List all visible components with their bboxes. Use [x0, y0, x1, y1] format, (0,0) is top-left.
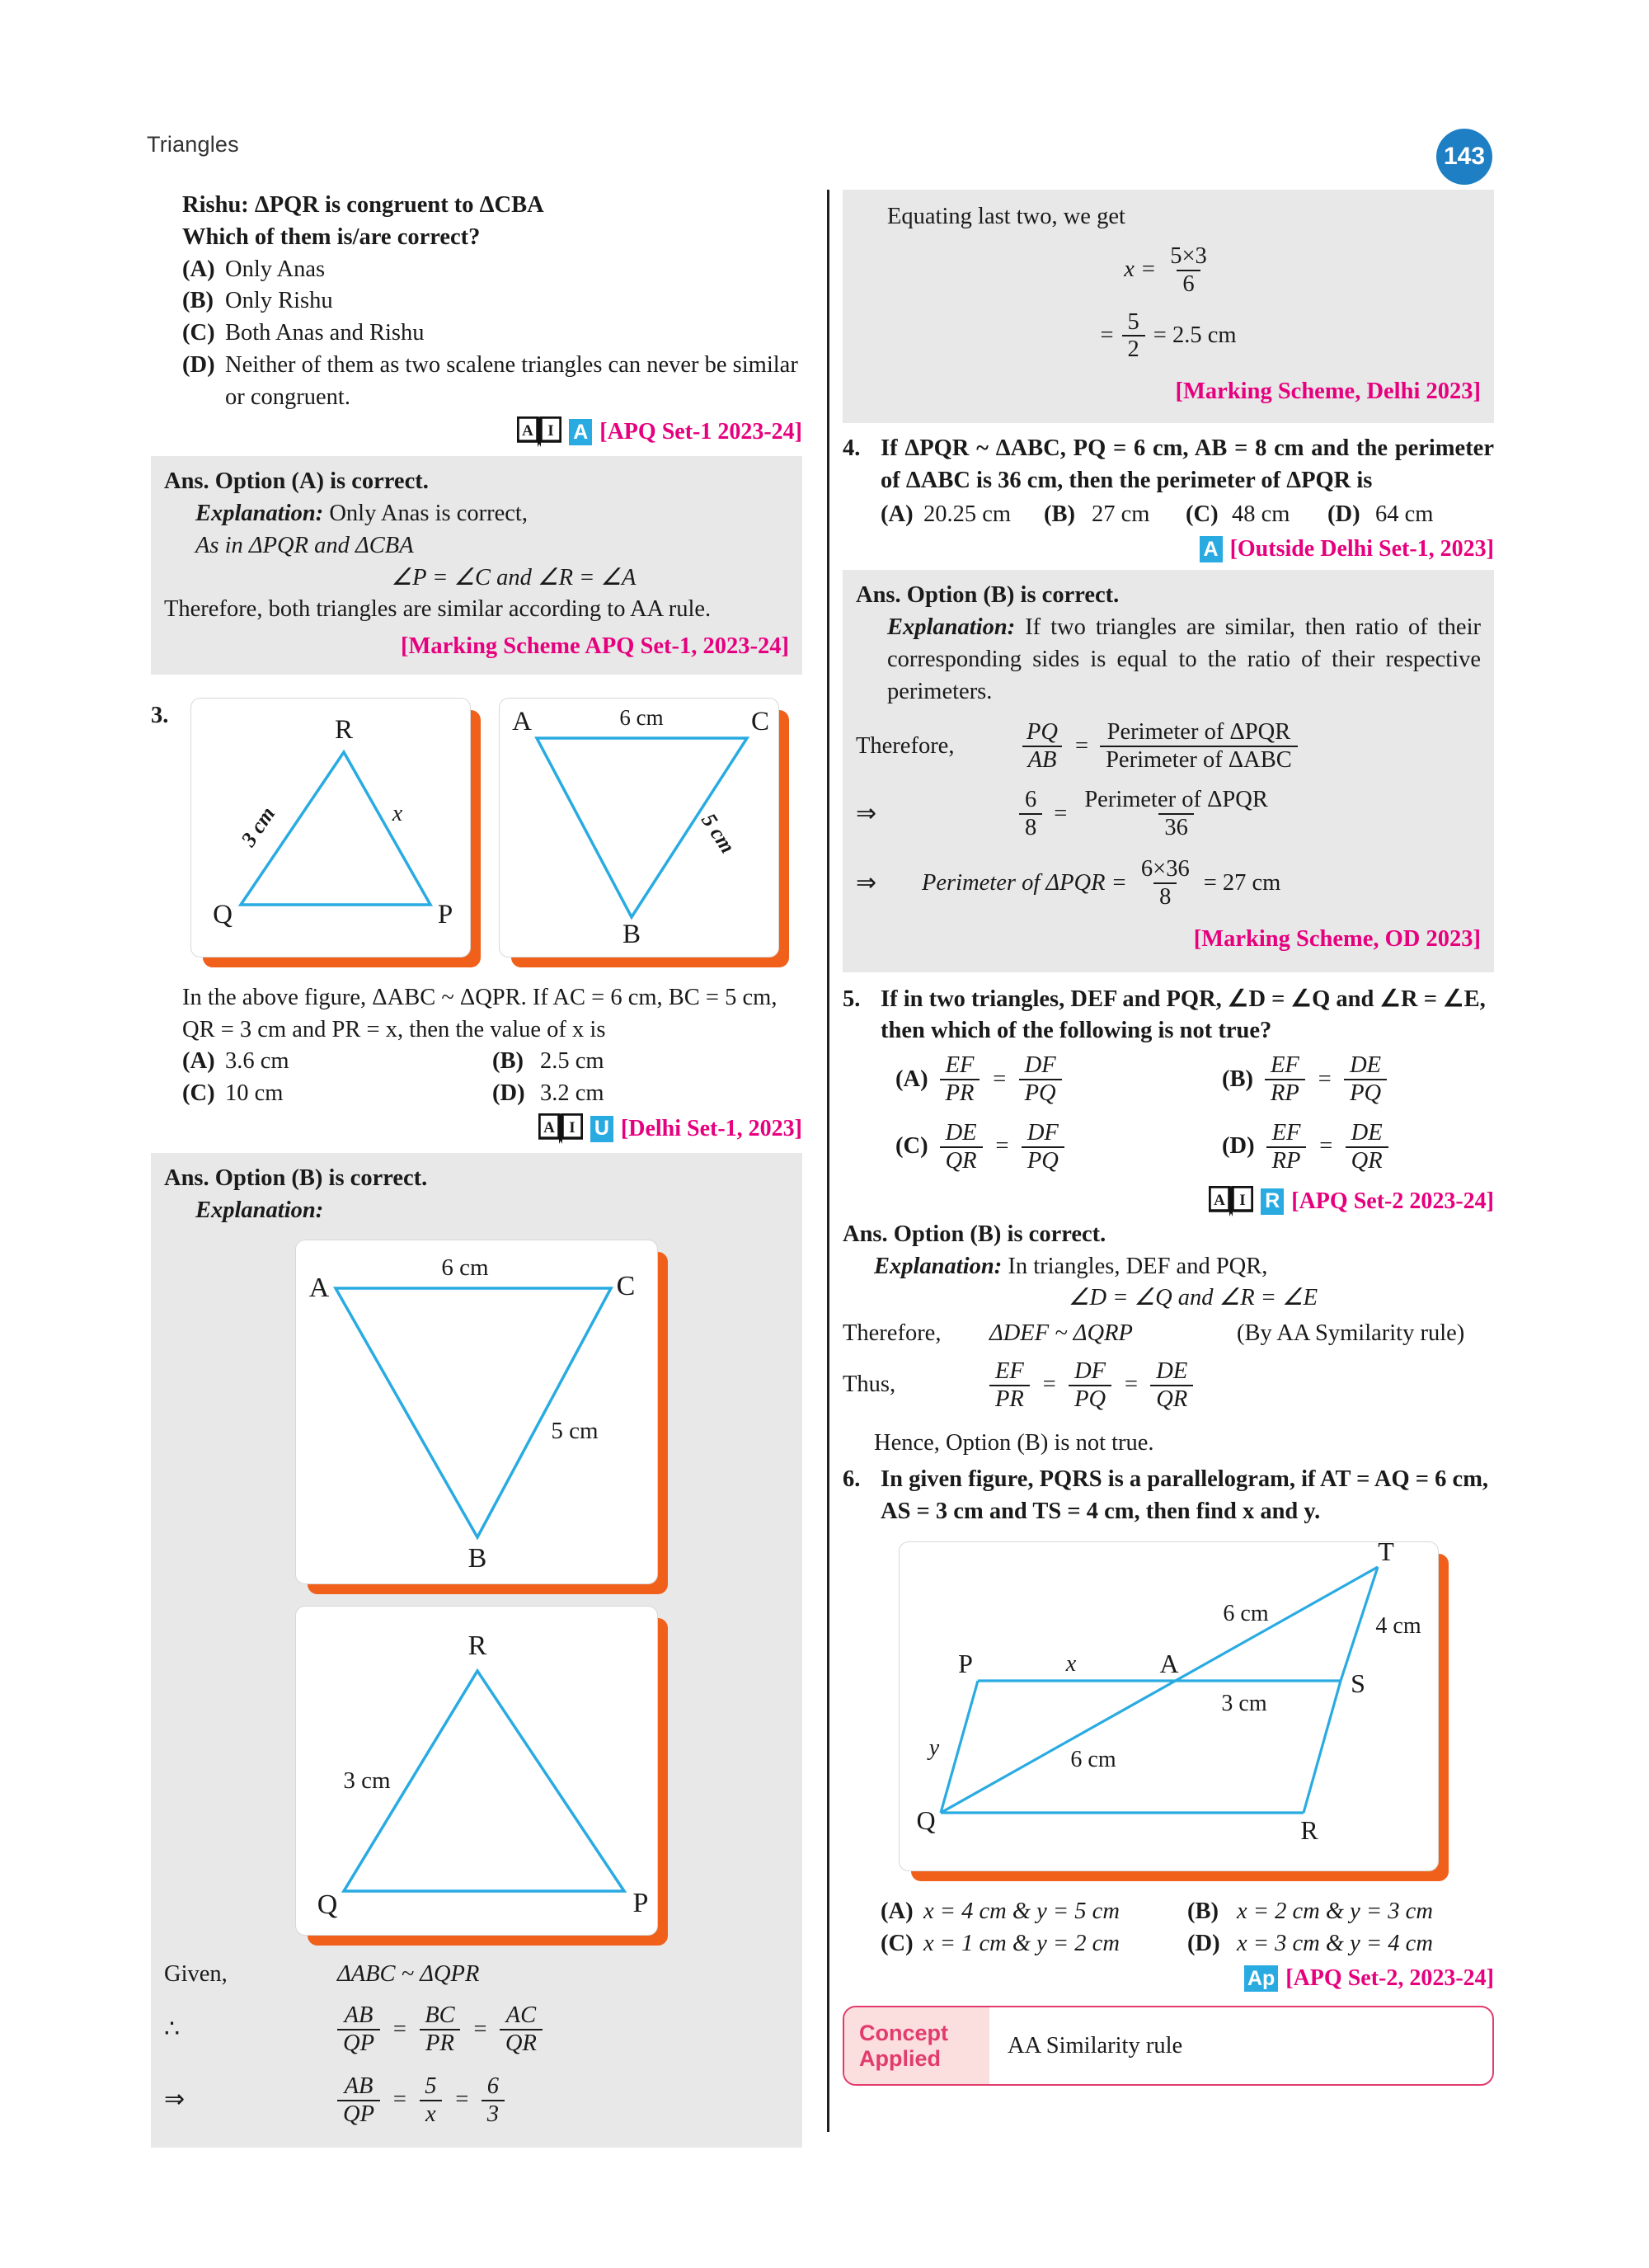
label-x: x [1065, 1650, 1076, 1677]
q2-source-text: [APQ Set-1 2023-24] [599, 419, 802, 445]
svg-text:I: I [547, 422, 554, 440]
vertex-P: P [437, 899, 453, 929]
label-6cm: 6 cm [441, 1254, 489, 1282]
q5-thus-n2: DF [1074, 1358, 1106, 1384]
x2-den: 2 [1122, 335, 1145, 363]
q4-option-b-key: (B) [1044, 501, 1075, 527]
q4-eq1-rn: Perimeter of ΔPQR [1106, 719, 1291, 746]
q5-c-d1: QR [940, 1146, 983, 1174]
q6-options-row1 [881, 1896, 1494, 1928]
q2-continued [151, 190, 802, 448]
q4-marking-scheme: [Marking Scheme, OD 2023] [1193, 925, 1481, 952]
q5-hence: Hence, Option (B) is not true. [874, 1429, 1154, 1456]
q6-option-a[interactable] [881, 1896, 1187, 1928]
vertex-R: R [334, 714, 354, 745]
vertex-Q: Q [213, 899, 233, 929]
figure-triangle-abc [499, 698, 779, 958]
q3-source-text: [Delhi Set-1, 2023] [620, 1115, 802, 1141]
q6-option-c-text: x = 1 cm & y = 2 cm [923, 1930, 1120, 1956]
label-3cm: 3 cm [343, 1767, 391, 1795]
concept-label-line1: Concept [859, 2021, 948, 2046]
q4-explanation [856, 612, 1481, 708]
q5-b-n2: DE [1350, 1052, 1382, 1079]
q4-option-c[interactable] [1186, 499, 1327, 531]
q5-b-n1: EF [1271, 1052, 1299, 1079]
q2-explanation-text: Only Anas is correct, [329, 501, 528, 527]
q5-source-tag [881, 1186, 1494, 1217]
therefore-symbol: ∴ [164, 2015, 181, 2043]
q6-option-d-key: (D) [1187, 1930, 1220, 1956]
eq1-f3-num: AC [505, 2002, 537, 2029]
label-6cm-top: 6 cm [1222, 1600, 1269, 1626]
q5-d-n1: EF [1271, 1119, 1301, 1146]
q4-eq1-rd: Perimeter of ΔABC [1100, 746, 1298, 774]
skill-badge-u: U [590, 1116, 613, 1142]
vertex-C: C [616, 1271, 636, 1302]
q5-d-d2: QR [1346, 1146, 1388, 1174]
q5-options-row2 [881, 1120, 1494, 1174]
q5-therefore-label: Therefore, [843, 1320, 942, 1347]
q6-source-text: [APQ Set-2, 2023-24] [1285, 1965, 1494, 1992]
q4-option-d-key: (D) [1327, 501, 1360, 527]
q5-a-d1: PR [940, 1079, 980, 1107]
q5-a-n1: EF [945, 1052, 975, 1079]
ai-book-icon [517, 416, 561, 448]
skill-badge-r: R [1261, 1188, 1284, 1215]
q5-exp-line2: ∠D = ∠Q and ∠R = ∠E [1068, 1285, 1318, 1311]
q4-therefore-label: Therefore, [856, 732, 955, 759]
eq2-f3-den: 3 [482, 2100, 505, 2128]
given-label: Given, [164, 1961, 228, 1988]
q4-eq1-row [856, 719, 1481, 774]
q3-option-d[interactable] [492, 1078, 802, 1110]
q4-option-a[interactable] [881, 499, 1044, 531]
q6-option-c[interactable] [881, 1928, 1187, 1960]
vertex-Q: Q [317, 1889, 338, 1921]
q5-option-d-key: (D) [1222, 1133, 1255, 1160]
eq1-f2-num: BC [425, 2002, 455, 2029]
svg-text:I: I [1239, 1191, 1246, 1209]
figure-triangle-abc-large [295, 1240, 658, 1584]
vertex-B: B [467, 1543, 487, 1574]
q5-a-d2: PQ [1019, 1079, 1062, 1107]
q3-option-a-key: (A) [182, 1048, 215, 1075]
vertex-A: A [1158, 1648, 1179, 1678]
vertex-P: P [632, 1888, 649, 1919]
eq2-f1-den: QP [337, 2100, 380, 2128]
label-4cm: 4 cm [1374, 1612, 1421, 1639]
q5-answer-block [843, 1219, 1494, 1460]
q5-option-c[interactable]: (C) $\frac{DE}{QR}$ = $\frac{DF}{PQ}$ [881, 1120, 1187, 1174]
q3-options-row1 [151, 1046, 802, 1078]
q5-c-n2: DF [1027, 1119, 1059, 1146]
figure-triangle-rqp-large [295, 1606, 658, 1936]
q5-thus-eq: $\frac{EF}{PR}$ = $\frac{DF}{PQ}$ = $\frac{DE}{QR}$ [989, 1358, 1193, 1413]
column-divider [827, 190, 829, 2132]
q5-thus-n1: EF [995, 1358, 1024, 1384]
q5-thus-d3: QR [1150, 1385, 1193, 1413]
q6-option-a-key: (A) [881, 1898, 914, 1924]
skill-badge-ap: Ap [1244, 1965, 1278, 1992]
q2-option-b[interactable] [151, 285, 802, 318]
q4-answer-heading: Ans. Option (B) is correct. [856, 582, 1120, 609]
q3-option-c-text: 10 cm [225, 1080, 284, 1107]
q2-option-a-key: (A) [182, 256, 215, 282]
q5-thus-d1: PR [989, 1385, 1030, 1413]
q6-option-a-text: x = 4 cm & y = 5 cm [923, 1898, 1120, 1924]
q4-eq2-rd: 36 [1158, 813, 1194, 841]
q3-option-c[interactable] [182, 1078, 492, 1110]
figure-triangle-rqp [190, 698, 471, 958]
q5-option-a-key: (A) [895, 1066, 928, 1092]
q3-ans-figure-abc-wrap [164, 1240, 789, 1584]
q5-text: If in two triangles, DEF and PQR, ∠D = ∠Q and ∠R = ∠E, then which of the following is not true? [881, 986, 1486, 1044]
q5-option-b-key: (B) [1222, 1066, 1253, 1092]
q5-thus-label: Thus, [843, 1372, 896, 1398]
q4-eq3-result: = 27 cm [1203, 869, 1281, 896]
q5-question [843, 984, 1494, 1217]
concept-applied-box [843, 2006, 1494, 2085]
svg-text:A: A [1214, 1191, 1226, 1209]
q4-option-d[interactable] [1327, 499, 1433, 531]
x-equation-2 [856, 309, 1481, 364]
q4-eq3-label: Perimeter of ΔPQR = [922, 869, 1127, 896]
q3-answer-block [151, 1153, 802, 2148]
label-3cm: 3 cm [1220, 1690, 1267, 1716]
q6-option-b-key: (B) [1187, 1898, 1219, 1924]
q6-text: In given figure, PQRS is a parallelogram, if AT = AQ = 6 cm, AS = 3 cm and TS = 4 cm, then find x and y. [881, 1466, 1489, 1525]
q5-d-n2: DE [1351, 1119, 1383, 1146]
q4-source-tag [881, 534, 1494, 565]
q2-option-c[interactable] [151, 318, 802, 350]
q5-b-d1: RP [1265, 1079, 1305, 1107]
q2-exp-line4: Therefore, both triangles are similar according to AA rule. [164, 596, 712, 623]
q6-question [843, 1464, 1494, 1528]
eq1-f2-den: PR [420, 2029, 460, 2057]
q4-options-row [881, 499, 1494, 531]
q3-answer-continued [843, 190, 1494, 423]
q6-option-d-text: x = 3 cm & y = 4 cm [1237, 1930, 1433, 1956]
q5-explanation [843, 1251, 1494, 1283]
q2-exp-line2: As in ΔPQR and ΔCBA [195, 532, 414, 558]
q4-eq1: $\frac{PQ}{AB}$ = $\frac{\text{Perimeter of ΔPQR}}{\text{Perimeter of ΔABC}}$ [1021, 719, 1298, 774]
q4-eq2-rn: Perimeter of ΔPQR [1084, 787, 1268, 813]
q2-option-d-text: Neither of them as two scalene triangles can never be similar or congruent. [225, 351, 798, 410]
q6-option-c-key: (C) [881, 1930, 914, 1956]
given-value: ΔABC ~ ΔQPR [337, 1961, 480, 1988]
q6-options [843, 1896, 1494, 1995]
q2-option-b-key: (B) [182, 288, 214, 314]
vertex-A: A [308, 1273, 330, 1304]
q2-marking-scheme: [Marking Scheme APQ Set-1, 2023-24] [401, 633, 789, 660]
q2-prompt: Which of them is/are correct? [182, 224, 481, 250]
q2-answer-block [151, 456, 802, 675]
q4-option-a-text: 20.25 cm [923, 501, 1012, 527]
vertex-P: P [957, 1648, 973, 1678]
q5-option-c-key: (C) [895, 1133, 928, 1160]
q3-eq2: $\frac{AB}{QP}$ = $\frac{5}{x}$ = $\frac{6}{3}$ [337, 2073, 505, 2128]
label-5cm: 5 cm [697, 808, 740, 858]
x-label: x = [1124, 256, 1157, 283]
q2-exp-line3: ∠P = ∠C and ∠R = ∠A [391, 564, 637, 591]
q2-option-c-key: (C) [182, 320, 215, 346]
concept-applied-label [844, 2007, 989, 2083]
running-head: Triangles [147, 132, 239, 157]
q5-option-b[interactable]: (B) $\frac{EF}{RP}$ = $\frac{DE}{PQ}$ [1187, 1052, 1494, 1107]
q3-option-d-key: (D) [492, 1080, 525, 1107]
label-6cm-diag: 6 cm [1069, 1746, 1116, 1772]
q5-c-d2: PQ [1022, 1146, 1064, 1174]
eq1-f1-den: QP [337, 2029, 380, 2057]
q3-option-b-text: 2.5 cm [540, 1048, 604, 1075]
ai-book-icon [538, 1113, 583, 1145]
q4-option-b[interactable] [1044, 499, 1186, 531]
equating-line: Equating last two, we get [887, 204, 1125, 229]
eq2-f1-num: AB [344, 2073, 373, 2099]
q4-eq1-ln: PQ [1027, 719, 1058, 746]
figure-parallelogram-pqrs [899, 1541, 1439, 1871]
q4-question [843, 433, 1494, 565]
q5-thus-d2: PQ [1069, 1385, 1111, 1413]
q6-option-d[interactable] [1187, 1928, 1494, 1960]
q2-option-a-text: Only Anas [225, 256, 326, 282]
q5-source-text: [APQ Set-2 2023-24] [1291, 1188, 1494, 1214]
vertex-B: B [622, 919, 641, 949]
ai-book-icon [1209, 1186, 1253, 1217]
eq2-f2-num: 5 [425, 2073, 437, 2099]
x2-num: 5 [1127, 308, 1139, 335]
q4-eq2-ld: 8 [1019, 813, 1042, 841]
q4-eq2-row [856, 787, 1481, 841]
q4-option-d-text: 64 cm [1375, 501, 1434, 527]
q3-option-d-text: 3.2 cm [540, 1080, 604, 1107]
q4-explanation-text: If two triangles are similar, then ratio of their corresponding sides is equal to the ratio of their respective perimeters. [887, 614, 1481, 704]
q3-explanation-label: Explanation: [195, 1197, 324, 1223]
vertex-S: S [1350, 1668, 1365, 1698]
left-column [151, 190, 802, 2148]
q4-option-c-key: (C) [1186, 501, 1219, 527]
q5-options-row1 [881, 1052, 1494, 1107]
q4-eq3-num: 6×36 [1140, 856, 1190, 882]
q4-eq3-den: 8 [1153, 882, 1177, 910]
q4-eq3-row [856, 856, 1481, 910]
q4-eq3 [922, 856, 1280, 910]
q4-explanation-label: Explanation: [887, 614, 1016, 641]
q5-option-a[interactable]: (A) $\frac{EF}{PR}$ = $\frac{DF}{PQ}$ [881, 1052, 1187, 1107]
svg-text:I: I [569, 1118, 576, 1136]
q3-ans-figure-rqp-wrap [164, 1606, 789, 1936]
q6-number: 6. [843, 1466, 861, 1493]
q5-thus-row [843, 1358, 1494, 1413]
q5-answer-heading: Ans. Option (B) is correct. [843, 1221, 1106, 1247]
q3-options-row2 [151, 1078, 802, 1110]
q5-explanation-label: Explanation: [874, 1253, 1003, 1279]
q2-option-c-text: Both Anas and Rishu [225, 320, 425, 346]
q2-explanation-label: Explanation: [195, 501, 324, 527]
svg-text:A: A [543, 1118, 555, 1136]
label-6cm: 6 cm [619, 704, 664, 730]
q5-explanation-text: In triangles, DEF and PQR, [1008, 1253, 1268, 1279]
vertex-C: C [750, 706, 770, 736]
q6-option-b[interactable] [1187, 1896, 1494, 1928]
q2-answer-heading: Ans. Option (A) is correct. [164, 468, 429, 495]
x-den: 6 [1177, 270, 1200, 298]
q6-option-b-text: x = 2 cm & y = 3 cm [1237, 1898, 1433, 1924]
q4-implies-symbol-2: ⇒ [856, 868, 877, 896]
q4-option-b-text: 27 cm [1092, 501, 1150, 527]
q3-option-c-key: (C) [182, 1080, 215, 1107]
q5-option-d[interactable]: (D) $\frac{EF}{RP}$ = $\frac{DE}{QR}$ [1187, 1120, 1494, 1174]
q3-source-tag [151, 1113, 802, 1145]
x-equation [856, 243, 1481, 298]
q5-a-n2: DF [1024, 1052, 1056, 1079]
q4-eq1-ld: AB [1022, 746, 1063, 774]
q6-figure-wrap [843, 1541, 1494, 1871]
q3-question-text: In the above figure, ΔABC ~ ΔQPR. If AC = 6 cm, BC = 5 cm, QR = 3 cm and PR = x, then the value of x is [182, 984, 778, 1042]
q3-eq1-row [164, 2002, 789, 2057]
q3-eq2-row [164, 2073, 789, 2128]
q5-therefore-note: (By AA Symilarity rule) [1237, 1320, 1465, 1347]
q2-source-tag [151, 416, 802, 448]
eq2-f3-num: 6 [486, 2073, 499, 2099]
q2-option-b-text: Only Rishu [225, 288, 333, 314]
q3-cont-marking-scheme: [Marking Scheme, Delhi 2023] [1175, 379, 1481, 405]
q5-d-d1: RP [1266, 1146, 1307, 1174]
q2-option-d-key: (D) [182, 351, 215, 378]
q6-options-row2 [881, 1928, 1494, 1960]
label-3cm: 3 cm [236, 802, 280, 851]
label-y: y [928, 1734, 939, 1761]
q6-source-tag [881, 1963, 1494, 1994]
svg-text:A: A [522, 422, 534, 440]
x-num: 5×3 [1170, 242, 1207, 269]
q3-option-b-key: (B) [492, 1048, 524, 1075]
q5-b-d2: PQ [1344, 1079, 1387, 1107]
q3-figure-row [151, 698, 802, 958]
vertex-R: R [467, 1630, 487, 1662]
q4-eq2: $\frac{6}{8}$ = $\frac{\text{Perimeter of ΔPQR}}{36}$ [1019, 787, 1274, 841]
q4-source-text: [Outside Delhi Set-1, 2023] [1229, 536, 1494, 562]
q5-therefore-row [843, 1318, 1494, 1350]
q4-number: 4. [843, 435, 861, 462]
q5-thus-n3: DE [1156, 1358, 1188, 1384]
skill-badge-a: A [569, 419, 592, 445]
concept-applied-text: AA Similarity rule [1008, 2032, 1183, 2059]
implies-symbol: ⇒ [164, 2086, 186, 2114]
concept-label-line2: Applied [859, 2045, 941, 2071]
eq2-f2-den: x [420, 2100, 442, 2128]
q5-number: 5. [843, 986, 861, 1012]
q3-eq1: $\frac{AB}{QP}$ = $\frac{BC}{PR}$ = $\frac{AC}{QR}$ [337, 2002, 543, 2057]
q3-option-a[interactable] [182, 1046, 492, 1078]
rishu-line: Rishu: ΔPQR is congruent to ΔCBA [182, 192, 544, 218]
q5-c-n1: DE [945, 1119, 977, 1146]
q5-therefore-value: ΔDEF ~ ΔQRP [989, 1320, 1133, 1347]
label-5cm: 5 cm [551, 1418, 599, 1445]
q3-option-b[interactable] [492, 1046, 802, 1078]
vertex-R: R [1299, 1814, 1318, 1845]
x2-result: = 2.5 cm [1153, 322, 1237, 349]
q3-number: 3. [151, 702, 169, 728]
vertex-Q: Q [915, 1805, 936, 1835]
skill-badge-a: A [1200, 536, 1223, 562]
vertex-T: T [1377, 1541, 1394, 1566]
q3-given-row [164, 1959, 789, 1991]
q4-option-a-key: (A) [881, 501, 914, 527]
eq1-f1-num: AB [344, 2002, 373, 2029]
eq1-f3-den: QR [500, 2029, 543, 2057]
page-number-badge: 143 [1436, 129, 1492, 185]
q2-option-a[interactable] [151, 254, 802, 286]
label-x: x [392, 800, 403, 826]
q2-explanation [164, 498, 789, 530]
eq-sign: = [1100, 322, 1114, 349]
q2-option-d[interactable] [151, 350, 802, 414]
q4-eq2-ln: 6 [1025, 787, 1037, 813]
right-column [843, 190, 1494, 2086]
q4-option-c-text: 48 cm [1232, 501, 1290, 527]
q3-answer-heading: Ans. Option (B) is correct. [164, 1165, 428, 1191]
q4-text: If ΔPQR ~ ΔABC, PQ = 6 cm, AB = 8 cm and the perimeter of ΔABC is 36 cm, then the perimeter of ΔPQR is [881, 435, 1494, 493]
q4-implies-symbol: ⇒ [856, 799, 877, 827]
q3-option-a-text: 3.6 cm [225, 1048, 289, 1075]
vertex-A: A [512, 706, 532, 736]
q4-answer-block [843, 570, 1494, 972]
